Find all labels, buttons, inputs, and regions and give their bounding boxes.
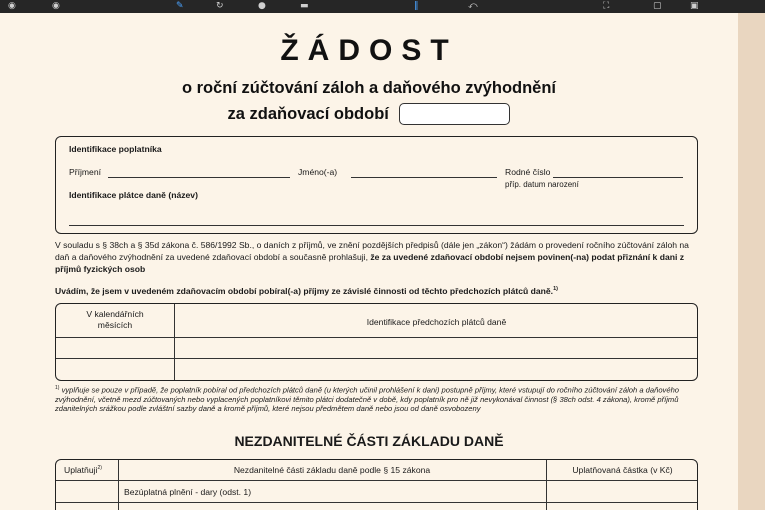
table-divider: [174, 304, 175, 381]
circle-icon[interactable]: ●: [258, 1, 266, 11]
table-row-separator: [56, 502, 698, 503]
back-icon[interactable]: ◉: [8, 1, 16, 11]
footnote-ref: 1): [553, 286, 558, 292]
form-subtitle: o roční zúčtování záloh a daňového zvýhodnění: [181, 79, 557, 97]
section-title: NEZDANITELNÉ ČÁSTI ZÁKLADU DANĚ: [234, 433, 504, 449]
col-part-header: Nezdanitelné části základu daně podle § 15 zákona: [233, 465, 431, 475]
previous-payers-table: [55, 303, 698, 381]
declaration-bold: že za uvedené zdaňovací období nejsem povinen(-na) podat přiznání k dani z příjmů fyzických osob: [55, 252, 685, 274]
col-amount-header: Uplatňovaná částka (v Kč): [572, 465, 673, 475]
birth-number-label: Rodné číslo: [505, 167, 551, 177]
period-label: za zdaňovací období: [227, 104, 389, 123]
toolbar: [0, 0, 765, 13]
deductions-table: [55, 459, 698, 510]
table-row-separator: [56, 480, 698, 481]
birth-number-note: příp. datum narození: [505, 180, 579, 189]
fullscreen-icon[interactable]: ⛶: [603, 1, 610, 11]
col-claim-header: Uplatňuji$^{2)}$: [64, 465, 102, 475]
taxpayer-heading: Identifikace poplatníka: [69, 144, 162, 154]
period-row: [0, 103, 738, 125]
surname-label: Příjmení: [69, 167, 101, 177]
birth-number-field[interactable]: [553, 177, 683, 178]
table-row-separator: [56, 358, 698, 359]
save-icon[interactable]: ▣: [690, 1, 699, 11]
form-title: ŽÁDOST: [280, 34, 458, 67]
footnote: [55, 384, 703, 414]
identification-box: [55, 136, 698, 234]
name-label: Jméno(-a): [298, 167, 338, 177]
declaration-normal: V souladu s § 38ch a § 35d zákona č. 586/1992 Sb., o daních z příjmů, ve znění pozdějších předpisů (dále jen „zákon“) žádám o provedení ročního zúčtování záloh na daň a daňového zvýhodnění za uvedené zdaňovací období a současně prohlašuji,: [55, 240, 689, 262]
page-margin: [738, 13, 765, 510]
payer-name-field[interactable]: [69, 225, 684, 226]
text-tool-icon[interactable]: ▬: [300, 1, 309, 11]
table-row-separator: [56, 337, 698, 338]
undo-icon[interactable]: ⤺: [468, 1, 478, 11]
name-field[interactable]: [351, 177, 497, 178]
table-row: Bezúplatná plnění - dary (odst. 1): [124, 487, 252, 497]
period-input[interactable]: [399, 103, 510, 125]
surname-field[interactable]: [108, 177, 290, 178]
col-identification-header: Identifikace předchozích plátců daně: [366, 317, 507, 327]
footnote-mark: 1): [55, 385, 60, 391]
pin-icon[interactable]: ‖: [414, 1, 419, 11]
refresh-icon[interactable]: ↻: [216, 1, 224, 11]
previous-payers-text: Uvádím, že jsem v uvedeném zdaňovacím období pobíral(-a) příjmy ze závislé činnosti od těchto předchozích plátců daně.: [55, 285, 554, 296]
declaration-text: [55, 239, 703, 275]
edit-icon[interactable]: ✎: [176, 1, 184, 11]
footnote-text: vyplňuje se pouze v případě, že poplatník pobíral od předchozích plátců daně (u kterých učinil prohlášení k dani) postupně příjmy, které vstupují do ročního zúčtování záloh a daňového zvýhodnění, včetně mezd zúčtovaných nebo vyplacených poplatníkovi těmito plátci dodatečně v době, kdy poplatník pro ně již nevykonával činnost (§ 38ch odst. 4 zákona), kromě příjmů zdanitelných srážkou podle zvláštní sazby daně a kromě příjmů, které nejsou předmětem daně nebo jsou od daně osvobozeny: [55, 385, 680, 414]
col-months-header: V kalendářních měsících: [86, 309, 144, 330]
payer-heading: Identifikace plátce daně (název): [69, 190, 198, 200]
previous-payers-statement: [55, 283, 703, 297]
window-icon[interactable]: ▢: [653, 1, 662, 11]
forward-icon[interactable]: ◉: [52, 1, 60, 11]
